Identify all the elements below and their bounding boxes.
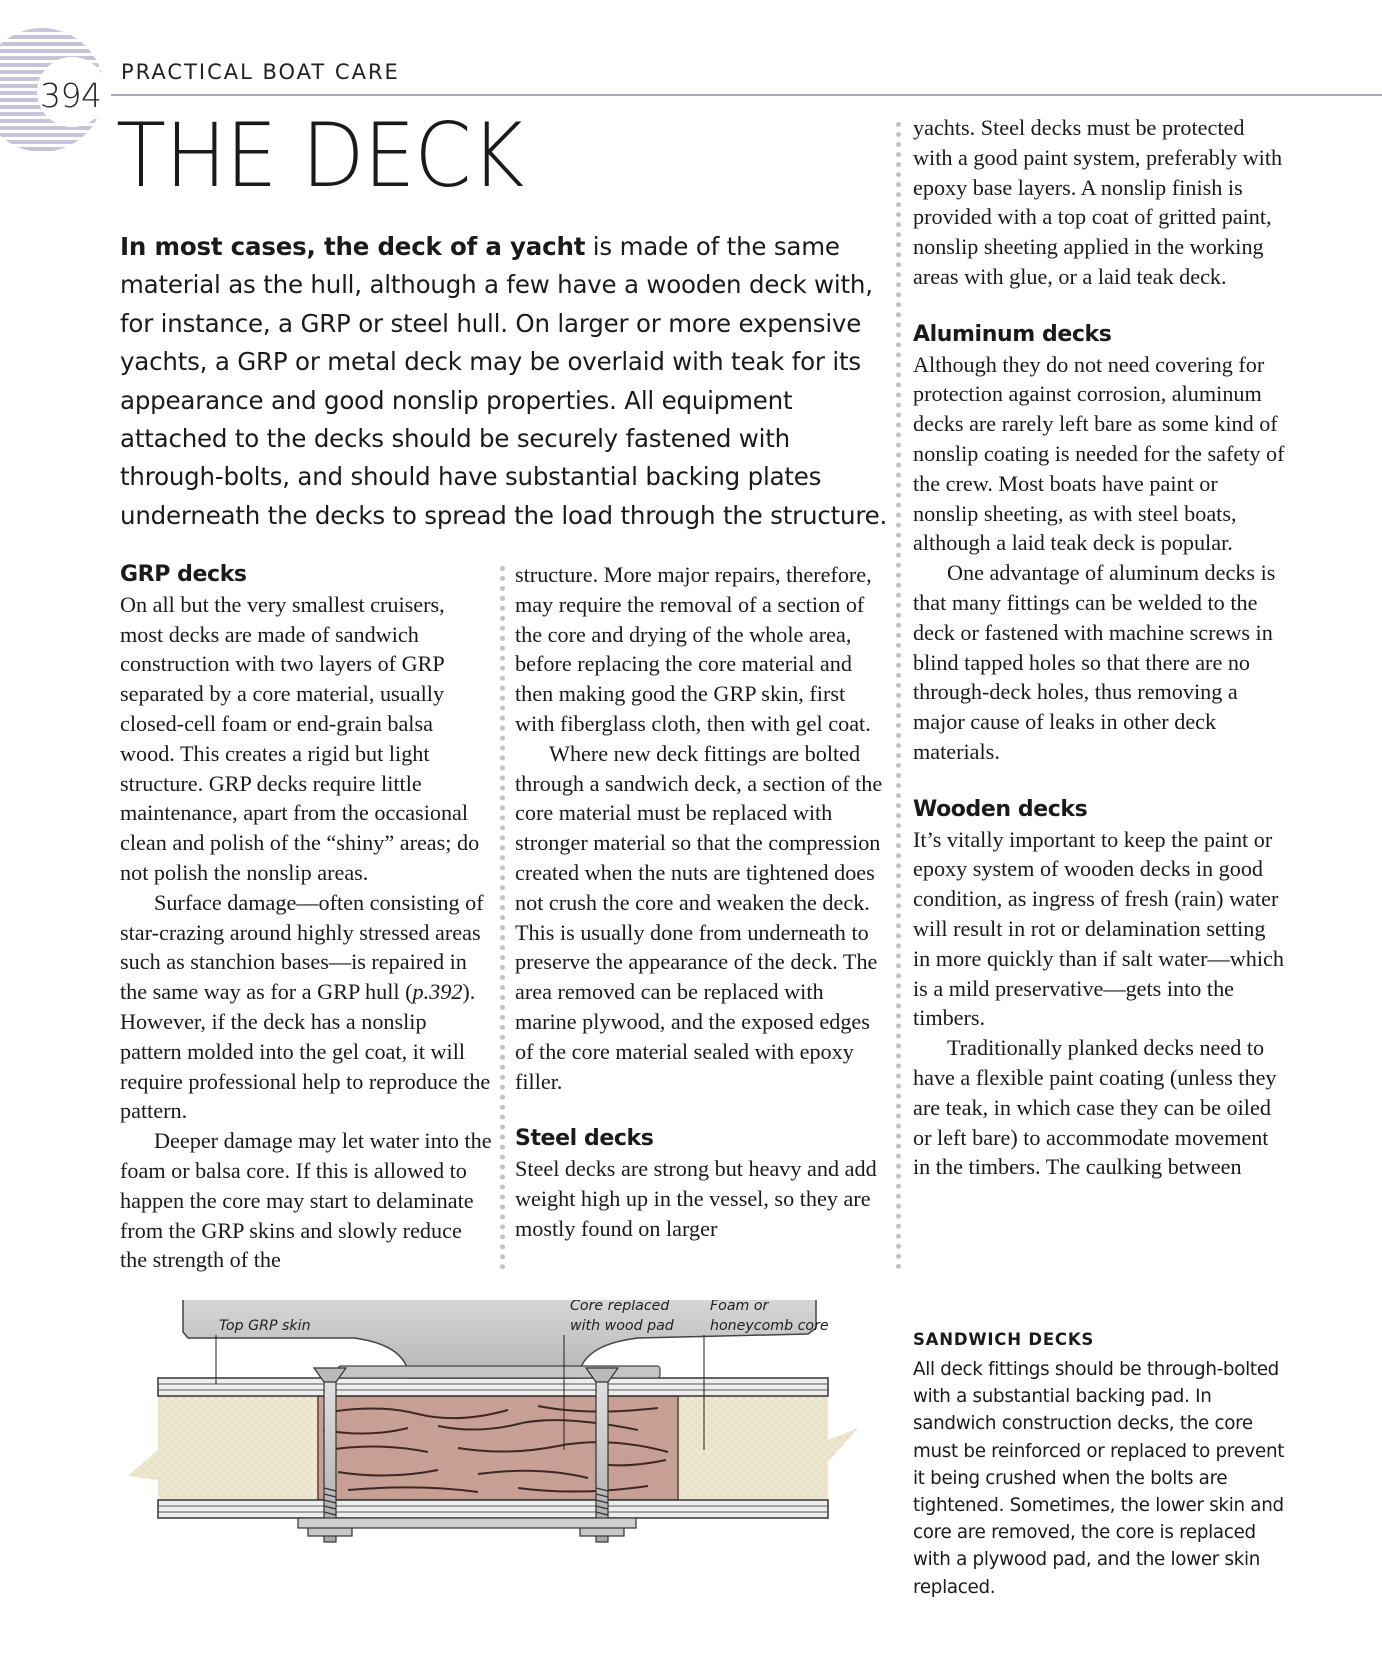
page-number: 394 (40, 76, 102, 115)
sandwich-deck-diagram (118, 1300, 868, 1610)
text-column-1 (120, 560, 492, 1275)
label-core-replaced: Core replaced (570, 1300, 670, 1314)
page-reference: p.392 (412, 979, 463, 1005)
grp-p2-start: Surface damage—often consisting of star-crazing around highly stressed areas such as stanchion bases—is repaired in the same way as for a GRP hull ( (120, 889, 484, 1005)
wooden-heading: Wooden decks (913, 796, 1088, 822)
label-top-grp-skin: Top GRP skin (219, 1318, 311, 1334)
label-core-replaced-2: with wood pad (570, 1318, 674, 1334)
grp-paragraph-3-end: structure. More major repairs, therefore, may require the removal of a section of the core and drying of the whole area, before replacing the core material and then making good the GRP skin, first with fiberglass cloth, then with gel coat. (515, 562, 872, 736)
label-foam-core-2: honeycomb core (710, 1318, 829, 1334)
steel-heading: Steel decks (515, 1126, 654, 1152)
grp-paragraph-2 (120, 888, 492, 1126)
grp-paragraph-4: Where new deck fittings are bolted through a sandwich deck, a section of the core material must be replaced with stronger material so that the compression created when the nuts are tightened does not crush the core and weaken the deck. This is usually done from underneath to preserve the appearance of the deck. The area removed can be replaced with marine plywood, and the exposed edges of the core material sealed with epoxy filler. (515, 740, 883, 1094)
grp-heading: GRP decks (120, 562, 247, 587)
foam-core-left (128, 1396, 318, 1500)
aluminum-paragraph-1: Although they do not need covering for protection against corrosion, aluminum decks are rarely left bare as some kind of nonslip coating is needed for the safety of the crew. Most boats have paint or nonslip sheeting, as with steel boats, although a laid teak deck is popular. (913, 351, 1285, 556)
text-column-2 (515, 560, 890, 1244)
running-head: PRACTICAL BOAT CARE (121, 60, 400, 84)
grp-p2-end: ). However, if the deck has a nonslip pattern molded into the gel coat, it will require professional help to reproduce the pattern. (120, 979, 491, 1124)
caption-title: SANDWICH DECKS (913, 1330, 1095, 1349)
page-title: THE DECK (116, 104, 524, 207)
intro-paragraph (120, 228, 896, 535)
top-grp-skin (158, 1378, 828, 1396)
intro-text: is made of the same material as the hull, although a few have a wooden deck with, for instance, a GRP or steel hull. On larger or more expensive yachts, a GRP or metal deck may be overlaid with teak for its appearance and good nonslip properties. All equipment attached to the decks should be securely fastened with through-bolts, and should have substantial backing plates underneath the decks to spread the load through the structure. (120, 232, 888, 530)
grp-paragraph-1: On all but the very smallest cruisers, most decks are made of sandwich construction with two layers of GRP separated by a core material, usually closed-cell foam or end-grain balsa wood. This creates a rigid but light structure. GRP decks require little maintenance, apart from the occasional clean and polish of the “shiny” areas; do not polish the nonslip areas. (120, 591, 480, 885)
foam-core-right (678, 1396, 858, 1500)
label-foam-core: Foam or (710, 1300, 769, 1314)
header-rule (111, 94, 1382, 96)
steel-paragraph-start: Steel decks are strong but heavy and add weight high up in the vessel, so they are mostly found on larger (515, 1156, 877, 1241)
figure-caption (913, 1328, 1293, 1601)
wooden-paragraph-2: Traditionally planked decks need to have a flexible paint coating (unless they are teak, in which case they can be oiled or left bare) to accommodate movement in the timbers. The caulking between (913, 1035, 1277, 1180)
backing-plate (298, 1518, 636, 1528)
column-divider (896, 122, 901, 1270)
steel-paragraph-end: yachts. Steel decks must be protected with a good paint system, preferably with epoxy base layers. A nonslip finish is provided with a top coat of gritted paint, nonslip sheeting applied in the working areas with glue, or a laid teak deck. (913, 115, 1283, 289)
wooden-paragraph-1: It’s vitally important to keep the paint or epoxy system of wooden decks in good condition, as ingress of fresh (rain) water will result in rot or delamination setting in more quickly than if salt water—which is a mild preservative—gets into the timbers. (913, 826, 1284, 1031)
aluminum-heading: Aluminum decks (913, 321, 1112, 347)
caption-text: All deck fittings should be through-bolted with a substantial backing pad. In sandwich construction decks, the core must be reinforced or replaced to prevent it being crushed when the bolts are tightened. Sometimes, the lower skin and core are removed, the core is replaced with a plywood pad, and the lower skin replaced. (913, 1359, 1285, 1598)
column-divider (500, 566, 505, 1270)
bottom-grp-skin (158, 1500, 828, 1518)
aluminum-paragraph-2: One advantage of aluminum decks is that many fittings can be welded to the deck or fastened with machine screws in blind tapped holes so that there are no through-deck holes, thus removing a major cause of leaks in other deck materials. (913, 560, 1276, 764)
intro-lead: In most cases, the deck of a yacht (120, 232, 586, 261)
grp-paragraph-3-start: Deeper damage may let water into the foam or balsa core. If this is allowed to happen the core may start to delaminate from the GRP skins and slowly reduce the strength of the (120, 1128, 492, 1273)
text-column-3 (913, 113, 1288, 1182)
